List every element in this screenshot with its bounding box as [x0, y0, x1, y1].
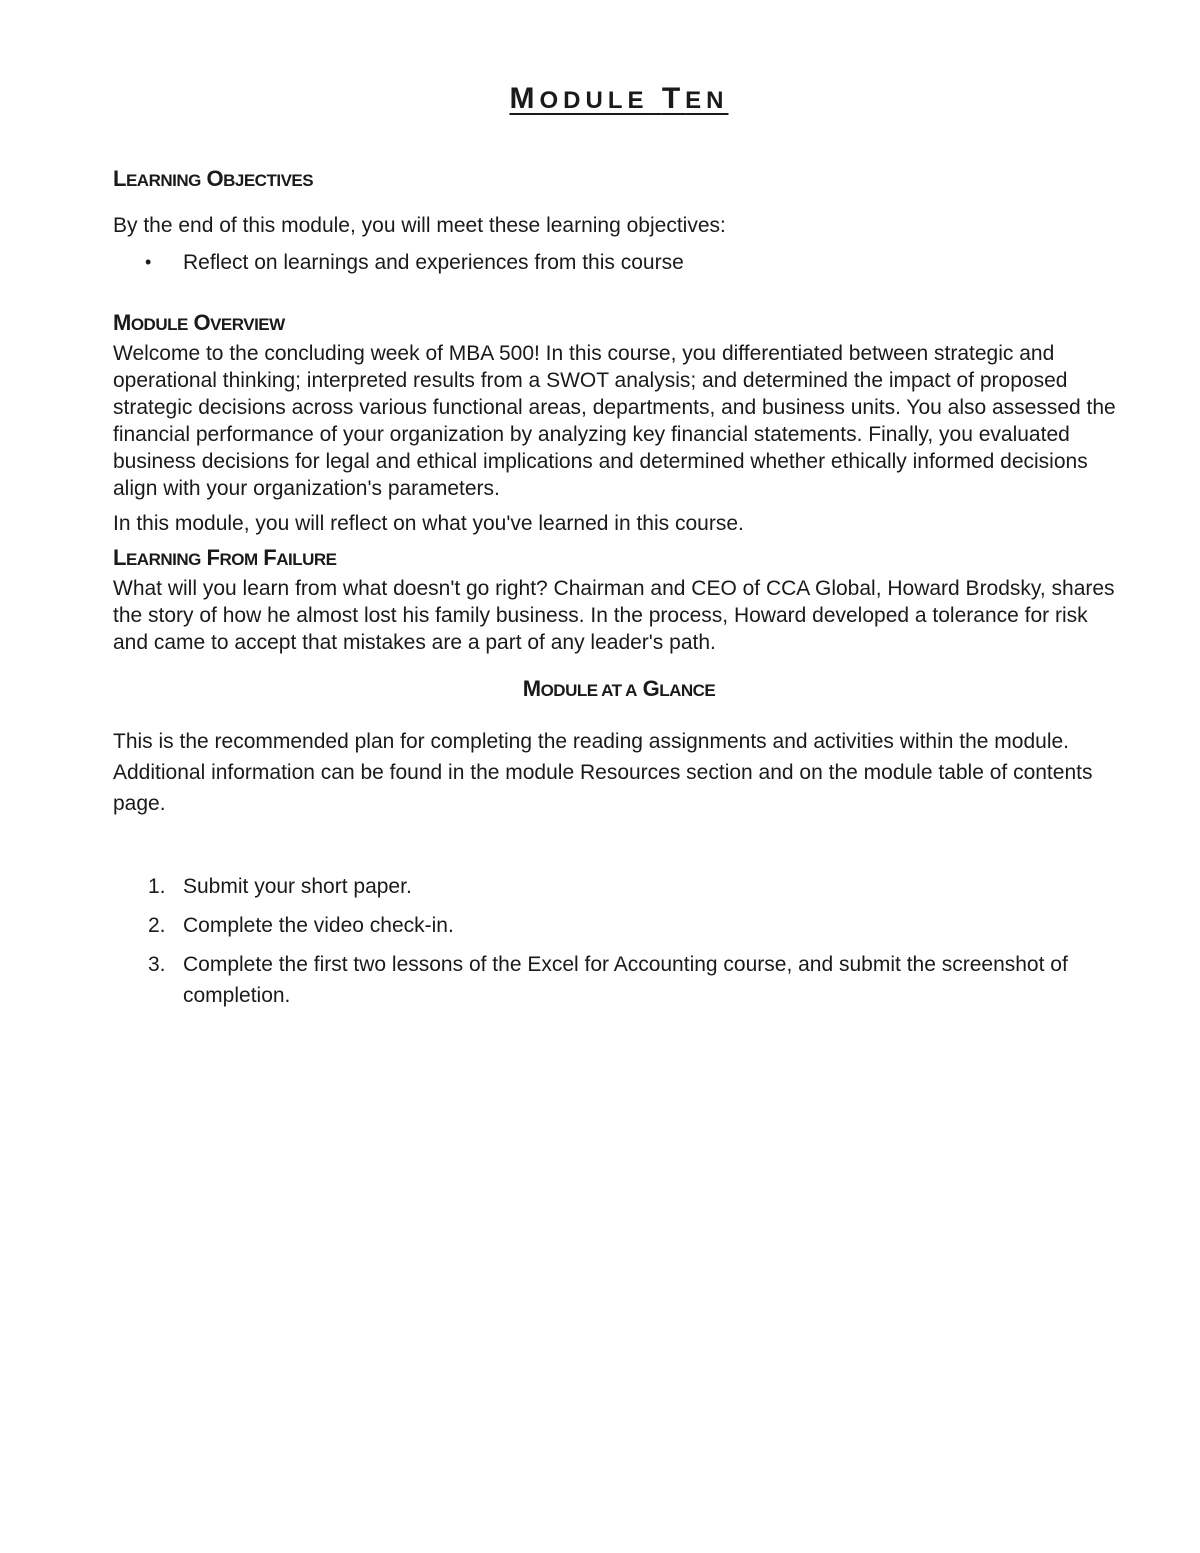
- heading-cap: M: [113, 310, 131, 335]
- bullet-icon: •: [145, 252, 152, 272]
- module-overview-heading: [113, 310, 1125, 336]
- heading-rest: VERVIEW: [210, 315, 285, 334]
- title-word1-rest: ODULE: [539, 87, 649, 114]
- list-item-text: Reflect on learnings and experiences from this course: [183, 251, 684, 274]
- step-text: Complete the video check-in.: [183, 914, 454, 937]
- learning-objectives-heading: [113, 166, 1125, 192]
- heading-cap: O: [193, 310, 211, 335]
- module-overview-closing: In this module, you will reflect on what you've learned in this course.: [113, 512, 744, 535]
- list-item: [113, 910, 1125, 941]
- page-title: [113, 82, 1125, 116]
- title-word2-rest: EN: [685, 87, 729, 114]
- heading-rest: AILURE: [276, 550, 337, 569]
- heading-cap: F: [263, 545, 277, 570]
- list-item: [113, 871, 1125, 902]
- learning-from-failure-heading: [113, 545, 1125, 571]
- title-initial: M: [509, 82, 540, 115]
- module-at-a-glance-paragraph: This is the recommended plan for completing the reading assignments and activities within the module. Additional information can be found in the module Resources section and on the module table of contents page.: [113, 730, 1093, 815]
- title-initial-2: T: [661, 82, 686, 115]
- learning-objectives-intro: By the end of this module, you will meet these learning objectives:: [113, 214, 726, 237]
- list-item: [113, 249, 1125, 276]
- heading-cap: O: [206, 166, 224, 191]
- learning-objectives-list: [113, 249, 1125, 276]
- heading-rest: EARNING: [125, 171, 201, 190]
- heading-rest: EARNING: [125, 550, 201, 569]
- heading-cap: G: [642, 676, 660, 701]
- module-at-a-glance-heading: [113, 676, 1125, 702]
- title-space: [648, 82, 661, 115]
- module-steps-list: [113, 871, 1125, 1011]
- page-title-text: [509, 82, 728, 115]
- step-number: 2.: [148, 914, 166, 937]
- heading-rest: ODULE AT A: [540, 681, 637, 700]
- heading-cap: L: [113, 545, 126, 570]
- heading-rest: BJECTIVES: [223, 171, 314, 190]
- step-number: 3.: [148, 953, 166, 976]
- heading-rest: ROM: [219, 550, 258, 569]
- learning-from-failure-paragraph: What will you learn from what doesn't go right? Chairman and CEO of CCA Global, Howard Brodsky, shares the story of how he almost lost his family business. In the process, Howard developed a tolerance for risk and came to accept that mistakes are a part of any leader's path.: [113, 577, 1115, 654]
- list-item: [113, 949, 1125, 1011]
- step-text: Complete the first two lessons of the Excel for Accounting course, and submit the screenshot of completion.: [183, 953, 1068, 1007]
- heading-rest: ODULE: [130, 315, 188, 334]
- heading-rest: LANCE: [659, 681, 716, 700]
- step-number: 1.: [148, 875, 166, 898]
- heading-cap: F: [206, 545, 220, 570]
- module-overview-paragraph: Welcome to the concluding week of MBA 500! In this course, you differentiated between strategic and operational thinking; interpreted results from a SWOT analysis; and determined the impact of proposed strategic decisions across various functional areas, departments, and business units. You also assessed the financial performance of your organization by analyzing key financial statements. Finally, you evaluated business decisions for legal and ethical implications and determined whether ethically informed decisions align with your organization's parameters.: [113, 342, 1116, 500]
- heading-cap: L: [113, 166, 126, 191]
- step-text: Submit your short paper.: [183, 875, 412, 898]
- document-content: [113, 82, 1125, 1019]
- heading-cap: M: [522, 676, 541, 701]
